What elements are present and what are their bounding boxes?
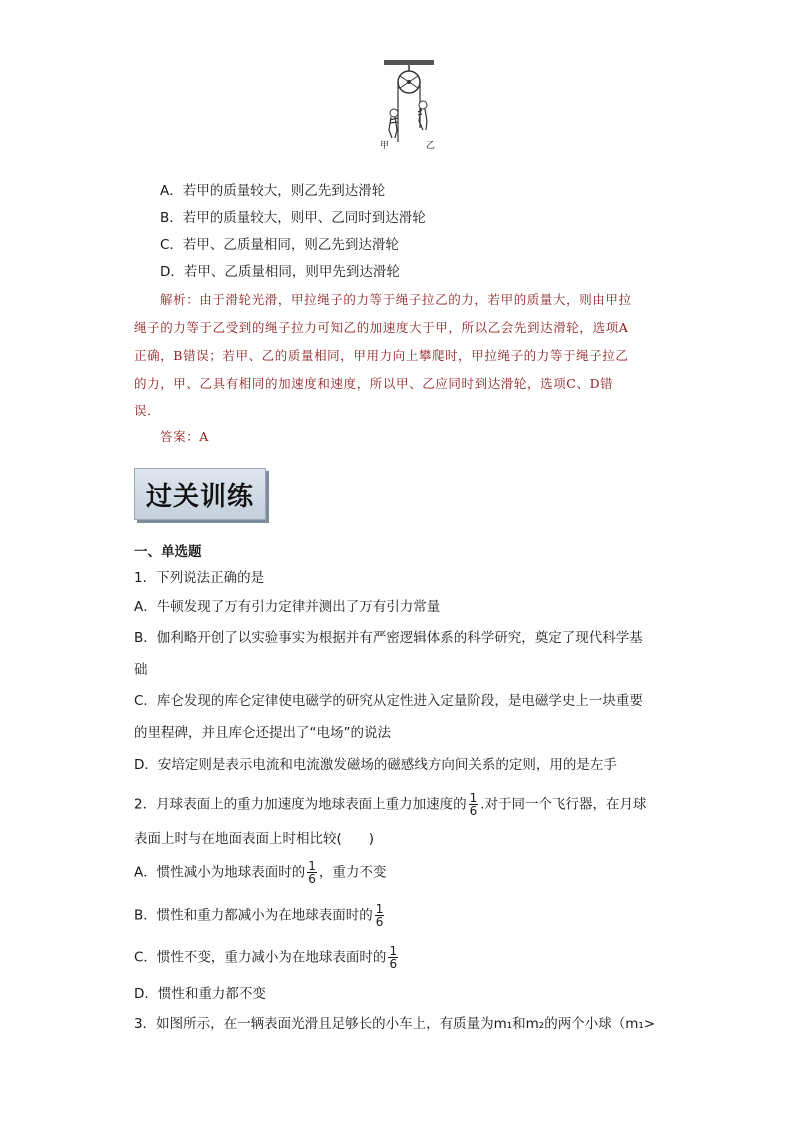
q2-option-b: B．惯性和重力都减小为在地球表面时的 $\frac{1}{6}$ (134, 902, 384, 929)
analysis-line: 的力，甲、乙具有相同的加速度和速度，所以甲、乙应同时到达滑轮，选项C、D错 (134, 376, 614, 391)
q3-stem: 3．如图所示，在一辆表面光滑且足够长的小车上，有质量为m₁和m₂的两个小球（m₁> (134, 1016, 656, 1032)
label-yi: 乙 (426, 141, 436, 151)
pulley-figure (378, 58, 440, 156)
option-b: B．若甲的质量较大，则甲、乙同时到达滑轮 (160, 210, 426, 226)
analysis-line: 误． (134, 403, 161, 418)
person-jia (389, 109, 398, 138)
q2-stem: 2．月球表面上的重力加速度为地球表面上重力加速度的 $\frac{1}{6}$ .对于同一个飞行器，在月球 (134, 791, 647, 818)
option-a: A．若甲的质量较大，则乙先到达滑轮 (160, 183, 386, 199)
fraction-one-sixth: $\frac{1}{6}$ (375, 902, 384, 929)
q1-option-a: A．牛顿发现了万有引力定律并测出了万有引力常量 (134, 599, 441, 615)
ceiling (384, 60, 434, 65)
section-banner (134, 468, 266, 520)
option-c: C．若甲、乙质量相同，则乙先到达滑轮 (160, 237, 399, 253)
fraction-one-sixth: $\frac{1}{6}$ (389, 944, 398, 971)
section-title: 一、单选题 (134, 544, 202, 560)
q2-option-d: D．惯性和重力都不变 (134, 986, 266, 1002)
person-yi (418, 101, 427, 130)
q1-option-c: C．库仑发现的库仑定律使电磁学的研究从定性进入定量阶段，是电磁学史上一块重要 (134, 693, 643, 709)
analysis-line: 正确，B错误；若甲、乙的质量相同，甲用力向上攀爬时，甲拉绳子的力等于绳子拉乙 (134, 348, 629, 363)
analysis-line: 解析：由于滑轮光滑，甲拉绳子的力等于绳子拉乙的力，若甲的质量大，则由甲拉 (160, 292, 632, 307)
q1-option-c-cont: 的里程碑，并且库仑还提出了“电场”的说法 (134, 725, 391, 741)
fraction-one-sixth: $\frac{1}{6}$ (308, 859, 316, 886)
q2-option-c: C．惯性不变，重力减小为在地球表面时的 $\frac{1}{6}$ (134, 944, 398, 971)
q1-stem: 1．下列说法正确的是 (134, 570, 265, 586)
answer: 答案：A (160, 429, 209, 444)
analysis-line: 绳子的力等于乙受到的绳子拉力可知乙的加速度大于甲，所以乙会先到达滑轮，选项A (134, 320, 629, 335)
q1-option-b: B．伽利略开创了以实验事实为根据并有严密逻辑体系的科学研究，奠定了现代科学基 (134, 630, 643, 646)
q2-stem-cont: 表面上时与在地面表面上时相比较( ) (134, 831, 375, 847)
q1-option-d: D．安培定则是表示电流和电流激发磁场的磁感线方向间关系的定则，用的是左手 (134, 757, 617, 773)
q1-option-b-cont: 础 (134, 662, 148, 678)
label-jia: 甲 (380, 141, 390, 151)
section-banner-text: 过关训练 (145, 481, 254, 512)
option-d: D．若甲、乙质量相同，则甲先到达滑轮 (160, 264, 400, 280)
q2-option-a: A．惯性减小为地球表面时的 $\frac{1}{6}$ ，重力不变 (134, 859, 387, 886)
fraction-one-sixth: $\frac{1}{6}$ (469, 791, 478, 818)
